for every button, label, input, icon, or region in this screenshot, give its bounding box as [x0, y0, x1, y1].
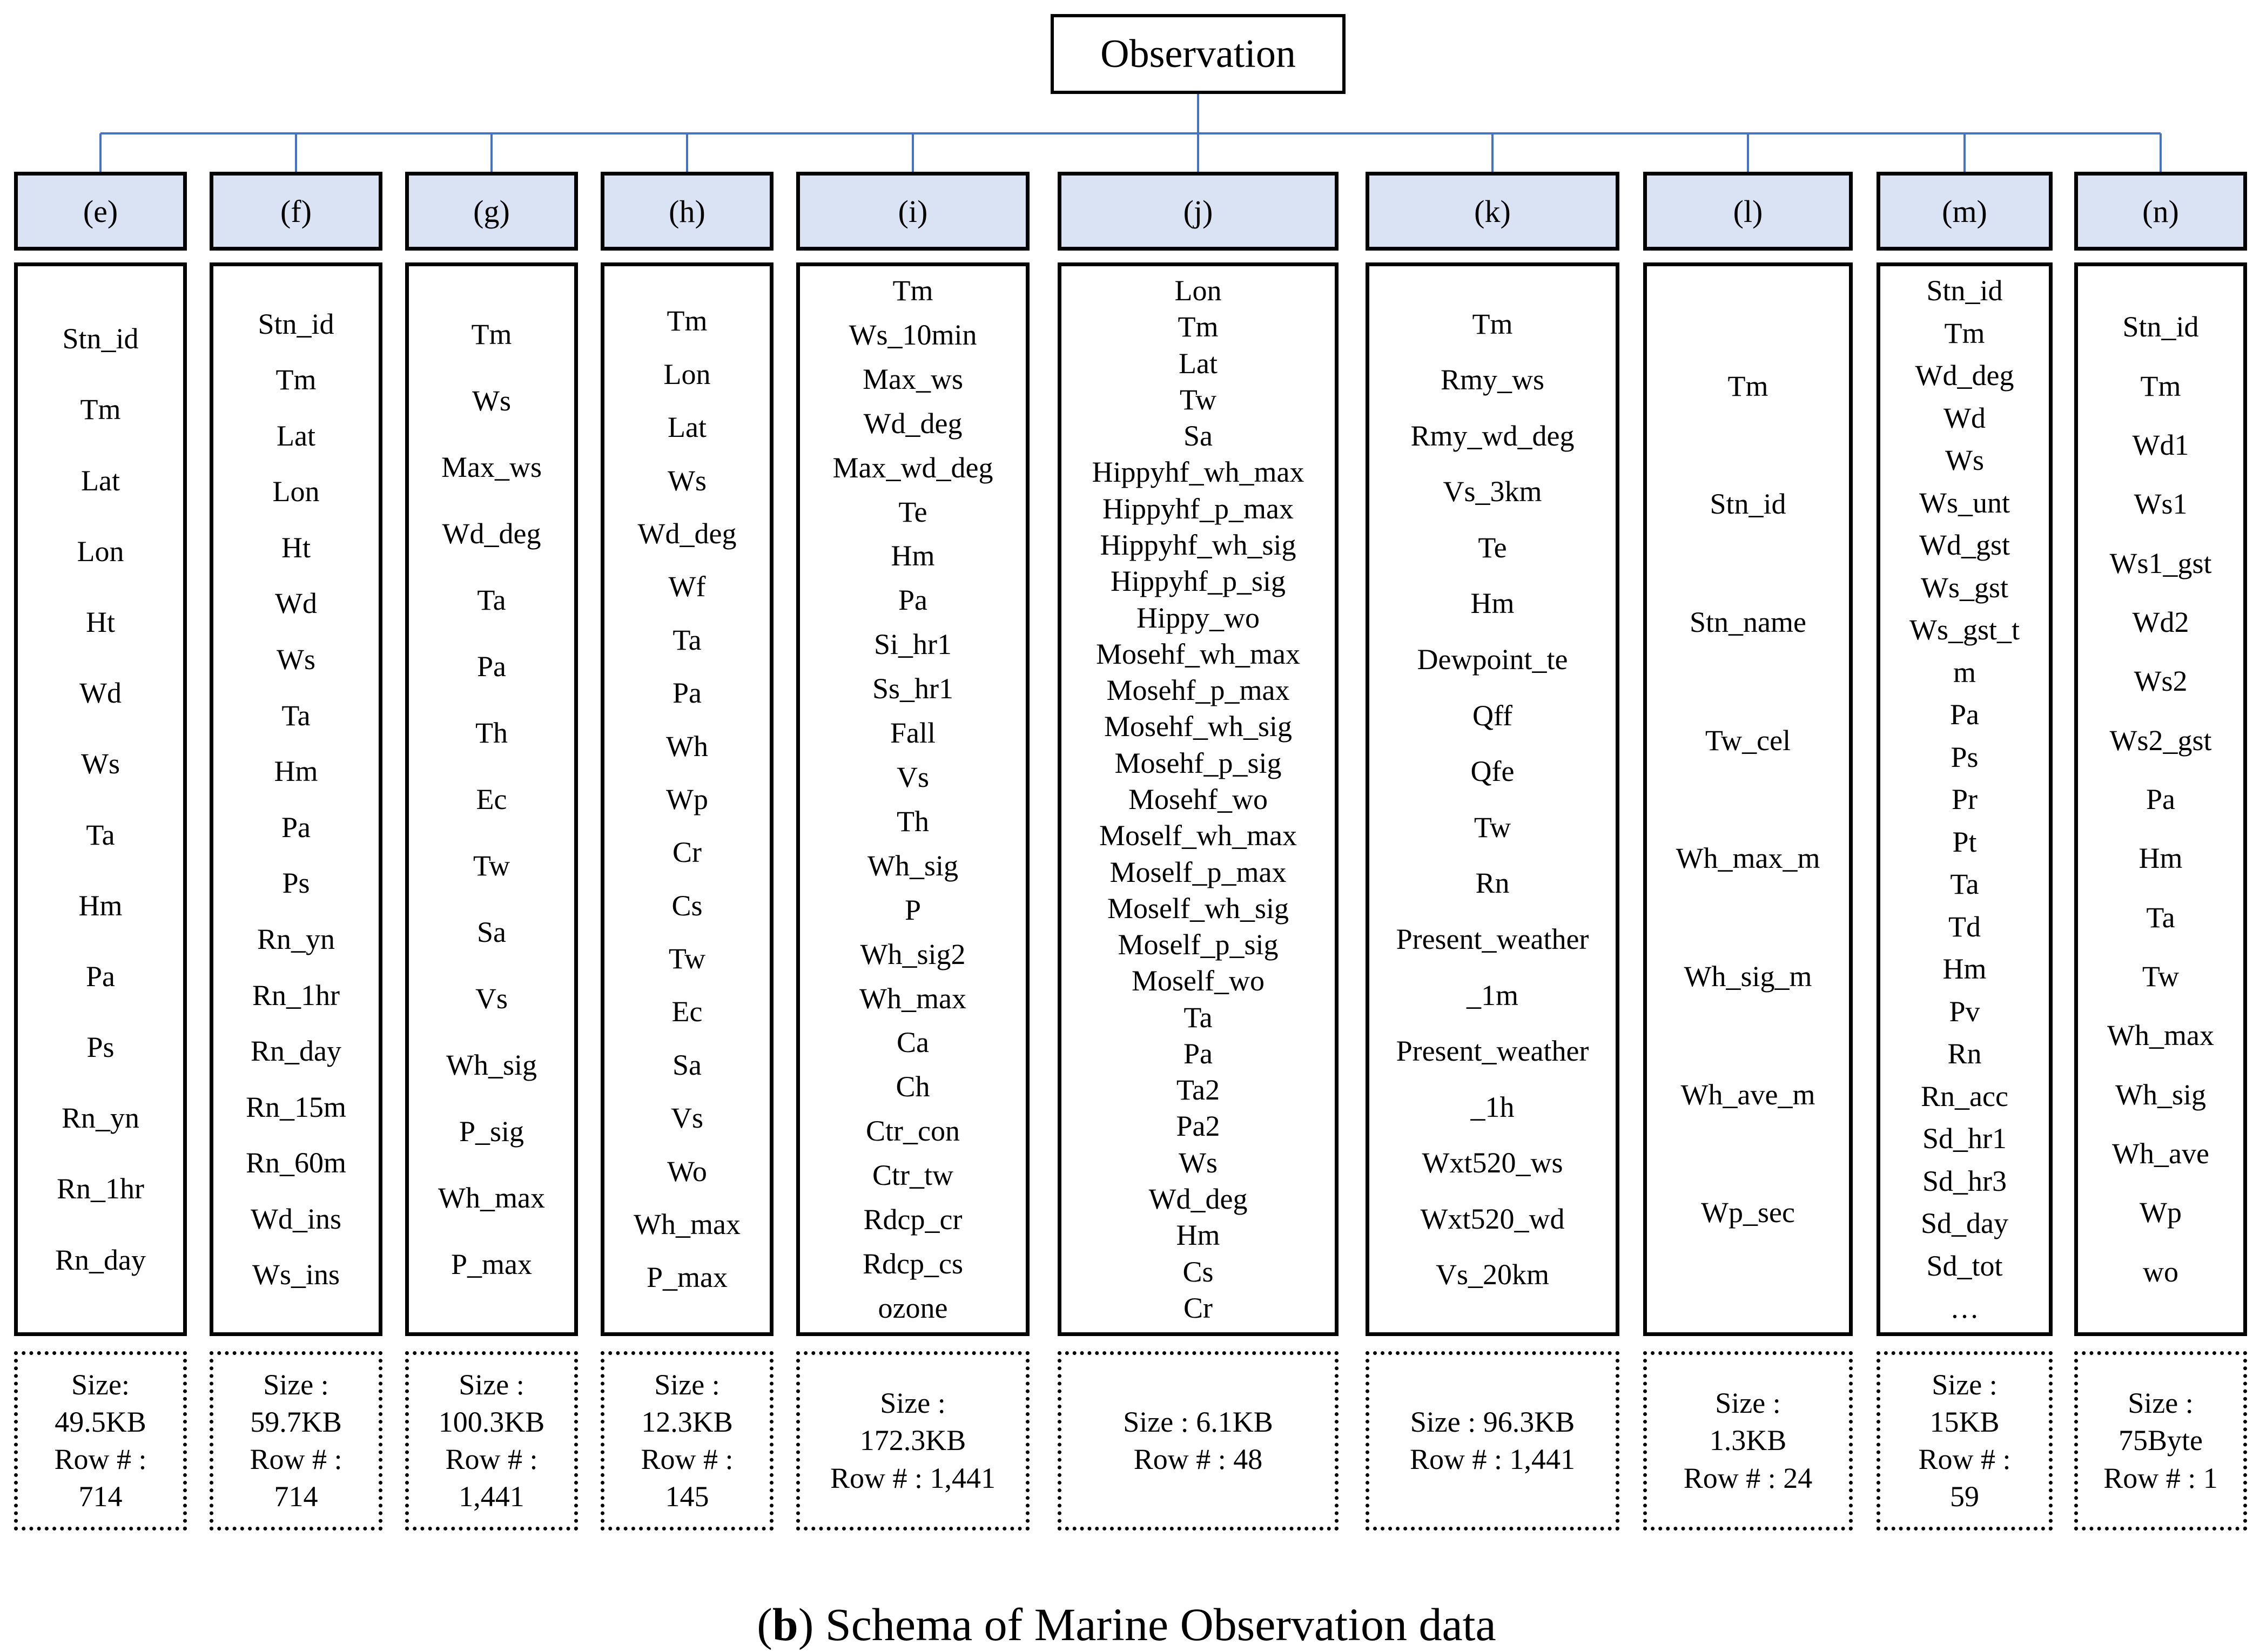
field-item: Moself_wh_max: [1099, 819, 1297, 852]
field-item: Ht: [281, 531, 311, 564]
header-m: [1877, 172, 2053, 251]
field-item: Ps: [282, 867, 310, 900]
size-info-line: Row # :: [1918, 1443, 2011, 1475]
field-item: P_max: [450, 1248, 532, 1280]
size-info-line: Size:: [71, 1368, 130, 1401]
caption-open-paren: (: [757, 1599, 772, 1650]
field-item: Pa: [2146, 783, 2175, 815]
field-item: Wh_max: [859, 982, 966, 1015]
field-item: Vs: [896, 760, 929, 793]
header-label: (k): [1474, 193, 1511, 229]
size-info-j: [1058, 1351, 1339, 1530]
size-info-line: 714: [274, 1480, 318, 1513]
field-item: Ss_hr1: [872, 672, 954, 705]
size-info-line: Size : 96.3KB: [1410, 1405, 1575, 1438]
figure-caption: [0, 1597, 2253, 1651]
field-item: ozone: [878, 1291, 948, 1324]
field-item: Ctr_tw: [872, 1159, 953, 1192]
field-item: Hm: [891, 540, 935, 572]
field-item: Hippyhf_p_sig: [1111, 565, 1286, 598]
size-info-line: 49.5KB: [55, 1405, 146, 1438]
field-item: Mosehf_wh_sig: [1104, 710, 1292, 743]
field-item: Tm: [1178, 311, 1219, 343]
field-item: Rn_1hr: [57, 1172, 144, 1205]
field-item: Sd_hr3: [1922, 1164, 2007, 1197]
field-item: Sa: [477, 916, 506, 948]
root-label: Observation: [1100, 31, 1296, 76]
field-item: Cs: [1182, 1255, 1214, 1288]
field-list-j: [1058, 262, 1339, 1336]
field-item: _1m: [1466, 979, 1518, 1012]
field-item: Wd: [275, 587, 317, 620]
field-item: Hm: [274, 755, 318, 788]
field-item: Rn_day: [55, 1243, 146, 1276]
size-info-line: Size :: [1932, 1368, 1998, 1401]
header-n: [2074, 172, 2247, 251]
field-item: Hm: [78, 889, 123, 922]
field-item: Pa: [1183, 1037, 1213, 1070]
size-info-line: Row # :: [445, 1443, 538, 1475]
field-list-h: [601, 262, 774, 1336]
field-item: Wxt520_ws: [1422, 1147, 1563, 1179]
field-item: Tw: [1474, 811, 1511, 844]
field-item: Rn: [1475, 867, 1510, 900]
field-item: Ca: [897, 1026, 929, 1059]
field-item: Td: [1948, 910, 1981, 943]
size-info-line: Row # : 1,441: [1409, 1443, 1576, 1475]
field-item: Tw: [2142, 960, 2180, 993]
field-list-k: [1366, 262, 1619, 1336]
field-item: Max_wd_deg: [832, 451, 993, 484]
field-item: Wd_deg: [637, 517, 737, 550]
header-label: (n): [2142, 193, 2179, 229]
field-item: Sa: [672, 1048, 702, 1081]
field-item: Lat: [1179, 347, 1218, 380]
field-item: Ws_ins: [252, 1258, 340, 1291]
field-item: Hippyhf_p_max: [1102, 492, 1294, 525]
field-item: Wh_ave: [2112, 1137, 2209, 1170]
field-item: wo: [2143, 1255, 2178, 1288]
field-item: Moself_wo: [1132, 965, 1265, 997]
field-item: Qff: [1472, 699, 1512, 732]
field-item: Lat: [81, 464, 120, 497]
field-item: Moself_wh_sig: [1107, 892, 1289, 925]
field-item: Rn_60m: [245, 1147, 347, 1179]
field-list-f: [210, 262, 382, 1336]
field-item: Ws: [472, 385, 511, 417]
field-item: Ta2: [1176, 1074, 1220, 1107]
field-item: Max_ws: [863, 362, 963, 395]
field-item: Tm: [667, 305, 708, 338]
field-item: Mosehf_p_max: [1106, 674, 1290, 707]
header-k: [1366, 172, 1619, 251]
field-item: Tm: [1472, 307, 1513, 340]
field-item: Ps: [1951, 740, 1979, 773]
field-item: Wd2: [2132, 605, 2189, 638]
field-item: Cr: [672, 836, 702, 869]
field-item: Hippy_wo: [1136, 601, 1260, 634]
field-item: Wd1: [2132, 428, 2189, 461]
field-item: Ta: [1183, 1001, 1213, 1034]
field-item: Ws_10min: [849, 318, 977, 351]
field-item: Wh_max: [438, 1182, 545, 1214]
field-item: Wp: [666, 783, 708, 815]
field-item: Tm: [80, 393, 121, 426]
size-info-e: [14, 1351, 187, 1530]
header-label: (m): [1942, 193, 1987, 229]
header-i: [796, 172, 1030, 251]
field-item: Wo: [667, 1155, 707, 1188]
size-info-line: Row # :: [250, 1443, 342, 1475]
size-info-line: 714: [78, 1480, 123, 1513]
field-item: Wh_sig_m: [1684, 960, 1812, 993]
field-item: Ws1_gst: [2109, 547, 2212, 579]
field-item: Vs: [670, 1102, 703, 1135]
size-info-line: Size :: [2128, 1387, 2194, 1420]
field-item: Rmy_wd_deg: [1410, 419, 1575, 452]
field-item: Sd_day: [1921, 1207, 2008, 1239]
field-item: Qfe: [1470, 755, 1515, 788]
field-item: Pa: [672, 677, 702, 710]
header-label: (f): [280, 193, 312, 229]
size-info-line: Size :: [880, 1387, 946, 1420]
field-item: Stn_id: [1710, 488, 1786, 521]
field-item: Mosehf_p_sig: [1114, 746, 1282, 779]
field-item: Lon: [1174, 274, 1222, 307]
field-item: Present_weather: [1396, 1035, 1589, 1068]
field-item: Sd_tot: [1926, 1249, 2003, 1282]
field-item: Sd_hr1: [1922, 1122, 2007, 1155]
field-item: Tm: [275, 363, 317, 396]
field-item: Th: [475, 717, 508, 749]
field-item: Ht: [86, 605, 115, 638]
size-info-line: 145: [665, 1480, 709, 1513]
field-item: Pa: [86, 960, 115, 993]
field-item: Lon: [77, 535, 124, 568]
field-item: Ta: [477, 584, 506, 616]
header-e: [14, 172, 187, 251]
size-info-line: 15KB: [1929, 1405, 2000, 1438]
field-item: Hm: [1470, 587, 1515, 620]
field-list-g: [405, 262, 578, 1336]
field-item: Mosehf_wh_max: [1096, 637, 1300, 670]
field-item: Wd: [1943, 401, 1986, 434]
field-item: Ta: [281, 699, 311, 732]
size-info-line: Row # : 1,441: [830, 1461, 996, 1494]
field-item: Pa: [477, 650, 506, 683]
field-list-m: [1877, 262, 2053, 1336]
field-item: Si_hr1: [873, 628, 952, 661]
field-item: Wd_gst: [1919, 529, 2010, 561]
field-list-e: [14, 262, 187, 1336]
field-item: Tm: [2140, 369, 2181, 402]
field-item: Lon: [272, 475, 320, 508]
field-item: Ws_gst: [1921, 571, 2008, 604]
size-info-line: 75Byte: [2119, 1424, 2203, 1457]
field-item: Ec: [671, 995, 703, 1028]
header-label: (e): [83, 193, 118, 229]
size-info-line: Size :: [459, 1368, 524, 1401]
size-info-line: 172.3KB: [859, 1424, 966, 1457]
field-item: Lon: [663, 358, 711, 390]
field-item: Wh_sig2: [860, 938, 966, 970]
field-item: Rn_yn: [61, 1102, 140, 1135]
header-label: (j): [1183, 193, 1213, 229]
size-info-line: 59.7KB: [250, 1405, 342, 1438]
field-item: Ec: [476, 783, 507, 815]
field-item: Ws: [668, 464, 707, 497]
field-item: Pt: [1952, 825, 1977, 858]
field-item: Lat: [277, 419, 315, 452]
field-item: Hm: [1176, 1219, 1220, 1252]
field-item: Pa: [898, 584, 927, 617]
field-item: Wh_sig: [446, 1049, 537, 1081]
field-item: Rmy_ws: [1440, 363, 1545, 396]
size-info-line: Row # : 48: [1133, 1443, 1263, 1475]
field-item: Mosehf_wo: [1128, 783, 1268, 815]
field-item: Stn_id: [1926, 274, 2003, 307]
field-item: Max_ws: [441, 451, 542, 483]
field-item: Wd_deg: [1915, 359, 2014, 392]
field-item: Wd_deg: [1148, 1183, 1248, 1216]
field-item: Tm: [471, 318, 512, 350]
field-item: Wp: [2140, 1196, 2182, 1229]
field-item: Wd_ins: [251, 1202, 341, 1235]
header-h: [601, 172, 774, 251]
size-info-line: 12.3KB: [641, 1405, 733, 1438]
size-info-line: Size :: [263, 1368, 329, 1401]
field-item: Ta: [1950, 868, 1979, 900]
field-item: Te: [1478, 531, 1507, 564]
size-info-k: [1366, 1351, 1619, 1530]
size-info-line: 1,441: [459, 1480, 524, 1513]
field-list-n: [2074, 262, 2247, 1336]
field-item: Ws2: [2134, 665, 2188, 698]
field-item: Rn_yn: [257, 922, 335, 955]
size-info-h: [601, 1351, 774, 1530]
field-list-l: [1643, 262, 1853, 1336]
field-item: Moself_p_max: [1109, 855, 1287, 888]
field-item: Pa2: [1176, 1110, 1220, 1143]
field-item: Tw: [668, 942, 706, 975]
field-item: Ctr_con: [866, 1115, 960, 1148]
header-g: [405, 172, 578, 251]
header-label: (g): [473, 193, 510, 229]
field-item: Sa: [1183, 420, 1213, 453]
field-item: Stn_id: [2122, 311, 2199, 343]
field-item: Present_weather: [1396, 922, 1589, 955]
field-item: Ta: [2146, 901, 2175, 934]
header-j: [1058, 172, 1339, 251]
field-item: Wh_max: [2107, 1019, 2214, 1052]
field-item: Tw: [473, 849, 510, 882]
field-item: Vs_20km: [1435, 1258, 1549, 1291]
field-item: Wh_sig: [2115, 1078, 2206, 1111]
field-item: Fall: [890, 717, 936, 750]
header-l: [1643, 172, 1853, 251]
header-label: (l): [1733, 193, 1763, 229]
size-info-f: [210, 1351, 382, 1530]
field-item: Wxt520_wd: [1420, 1202, 1565, 1235]
field-item: Ws1: [2134, 488, 2188, 521]
field-item: Pv: [1949, 995, 1980, 1028]
field-item: Ws_gst_t: [1909, 613, 2020, 646]
field-item: Stn_name: [1690, 605, 1806, 638]
size-info-line: Row # :: [54, 1443, 147, 1475]
field-item: Wh_sig: [867, 849, 958, 882]
field-item: Wd_deg: [863, 407, 963, 440]
header-label: (i): [898, 193, 928, 229]
field-item: Pr: [1951, 783, 1978, 815]
field-item: Ta: [672, 623, 702, 656]
size-info-i: [796, 1351, 1030, 1530]
field-item: Ta: [86, 818, 115, 851]
size-info-line: 1.3KB: [1709, 1424, 1787, 1457]
field-item: Lat: [668, 411, 707, 444]
size-info-line: Row # : 24: [1683, 1461, 1813, 1494]
field-item: Vs_3km: [1443, 475, 1542, 508]
field-item: Wd_deg: [442, 517, 541, 550]
size-info-line: 59: [1950, 1480, 1979, 1513]
header-f: [210, 172, 382, 251]
field-item: Tw: [1179, 383, 1217, 416]
field-item: Tm: [1727, 369, 1768, 402]
field-item: P: [904, 893, 922, 926]
field-item: Rn_1hr: [252, 979, 340, 1012]
field-item: Ws: [277, 643, 315, 676]
header-label: (h): [669, 193, 705, 229]
field-item: Tm: [1944, 316, 1985, 349]
field-item: Vs: [475, 982, 508, 1015]
field-item: Cs: [671, 889, 703, 922]
size-info-line: 100.3KB: [438, 1405, 545, 1438]
field-item: m: [1953, 656, 1976, 689]
size-info-l: [1643, 1351, 1853, 1530]
field-item: Cr: [1183, 1291, 1213, 1324]
field-item: Th: [897, 805, 929, 838]
field-item: Hippyhf_wh_max: [1092, 456, 1304, 489]
field-item: Hm: [2138, 842, 2183, 875]
field-item: Ps: [86, 1031, 115, 1064]
caption-letter: b: [772, 1599, 798, 1650]
size-info-line: Size : 6.1KB: [1123, 1405, 1273, 1438]
field-item: P_max: [646, 1261, 728, 1294]
field-item: Stn_id: [62, 322, 139, 355]
size-info-line: Row # :: [641, 1443, 734, 1475]
field-item: Ws: [1945, 444, 1984, 476]
field-item: Wh_max: [634, 1208, 741, 1241]
field-item: Tw_cel: [1705, 724, 1791, 757]
size-info-line: Row # : 1: [2103, 1461, 2218, 1494]
field-item: Wh: [666, 730, 708, 763]
field-item: Rn: [1947, 1037, 1982, 1070]
field-item: Ch: [896, 1070, 930, 1103]
field-item: Wd: [79, 677, 122, 710]
field-item: Moself_p_sig: [1118, 928, 1279, 961]
size-info-line: Size :: [1715, 1387, 1781, 1420]
field-item: Ws: [1179, 1146, 1218, 1179]
field-item: Hm: [1942, 953, 1987, 985]
field-item: Rdcp_cr: [863, 1203, 963, 1236]
observation-root-node: [1051, 14, 1346, 94]
caption-text: ) Schema of Marine Observation data: [798, 1599, 1496, 1650]
field-item: Te: [898, 495, 927, 528]
field-item: Hippyhf_wh_sig: [1100, 528, 1296, 561]
field-item: Dewpoint_te: [1417, 643, 1568, 676]
size-info-m: [1877, 1351, 2053, 1530]
field-list-i: [796, 262, 1030, 1336]
field-item: Wh_max_m: [1676, 842, 1820, 875]
field-item: Rn_acc: [1921, 1080, 2008, 1112]
field-item: Ws: [81, 747, 120, 780]
field-item: Pa: [1950, 698, 1979, 731]
size-info-n: [2074, 1351, 2247, 1530]
field-item: Wp_sec: [1701, 1196, 1795, 1229]
field-item: Ws2_gst: [2109, 724, 2212, 757]
field-item: …: [1950, 1292, 1979, 1324]
field-item: Stn_id: [258, 307, 334, 340]
field-item: Rn_day: [251, 1035, 341, 1068]
size-info-g: [405, 1351, 578, 1530]
field-item: Wf: [668, 570, 706, 603]
field-item: Rdcp_cs: [863, 1247, 963, 1280]
field-item: Rn_15m: [245, 1090, 347, 1123]
field-item: P_sig: [459, 1115, 524, 1148]
field-item: Wh_ave_m: [1680, 1078, 1815, 1111]
field-item: _1h: [1470, 1090, 1515, 1123]
field-item: Tm: [892, 274, 933, 307]
size-info-line: Size :: [654, 1368, 720, 1401]
field-item: Ws_unt: [1919, 486, 2010, 519]
field-item: Pa: [281, 811, 311, 844]
